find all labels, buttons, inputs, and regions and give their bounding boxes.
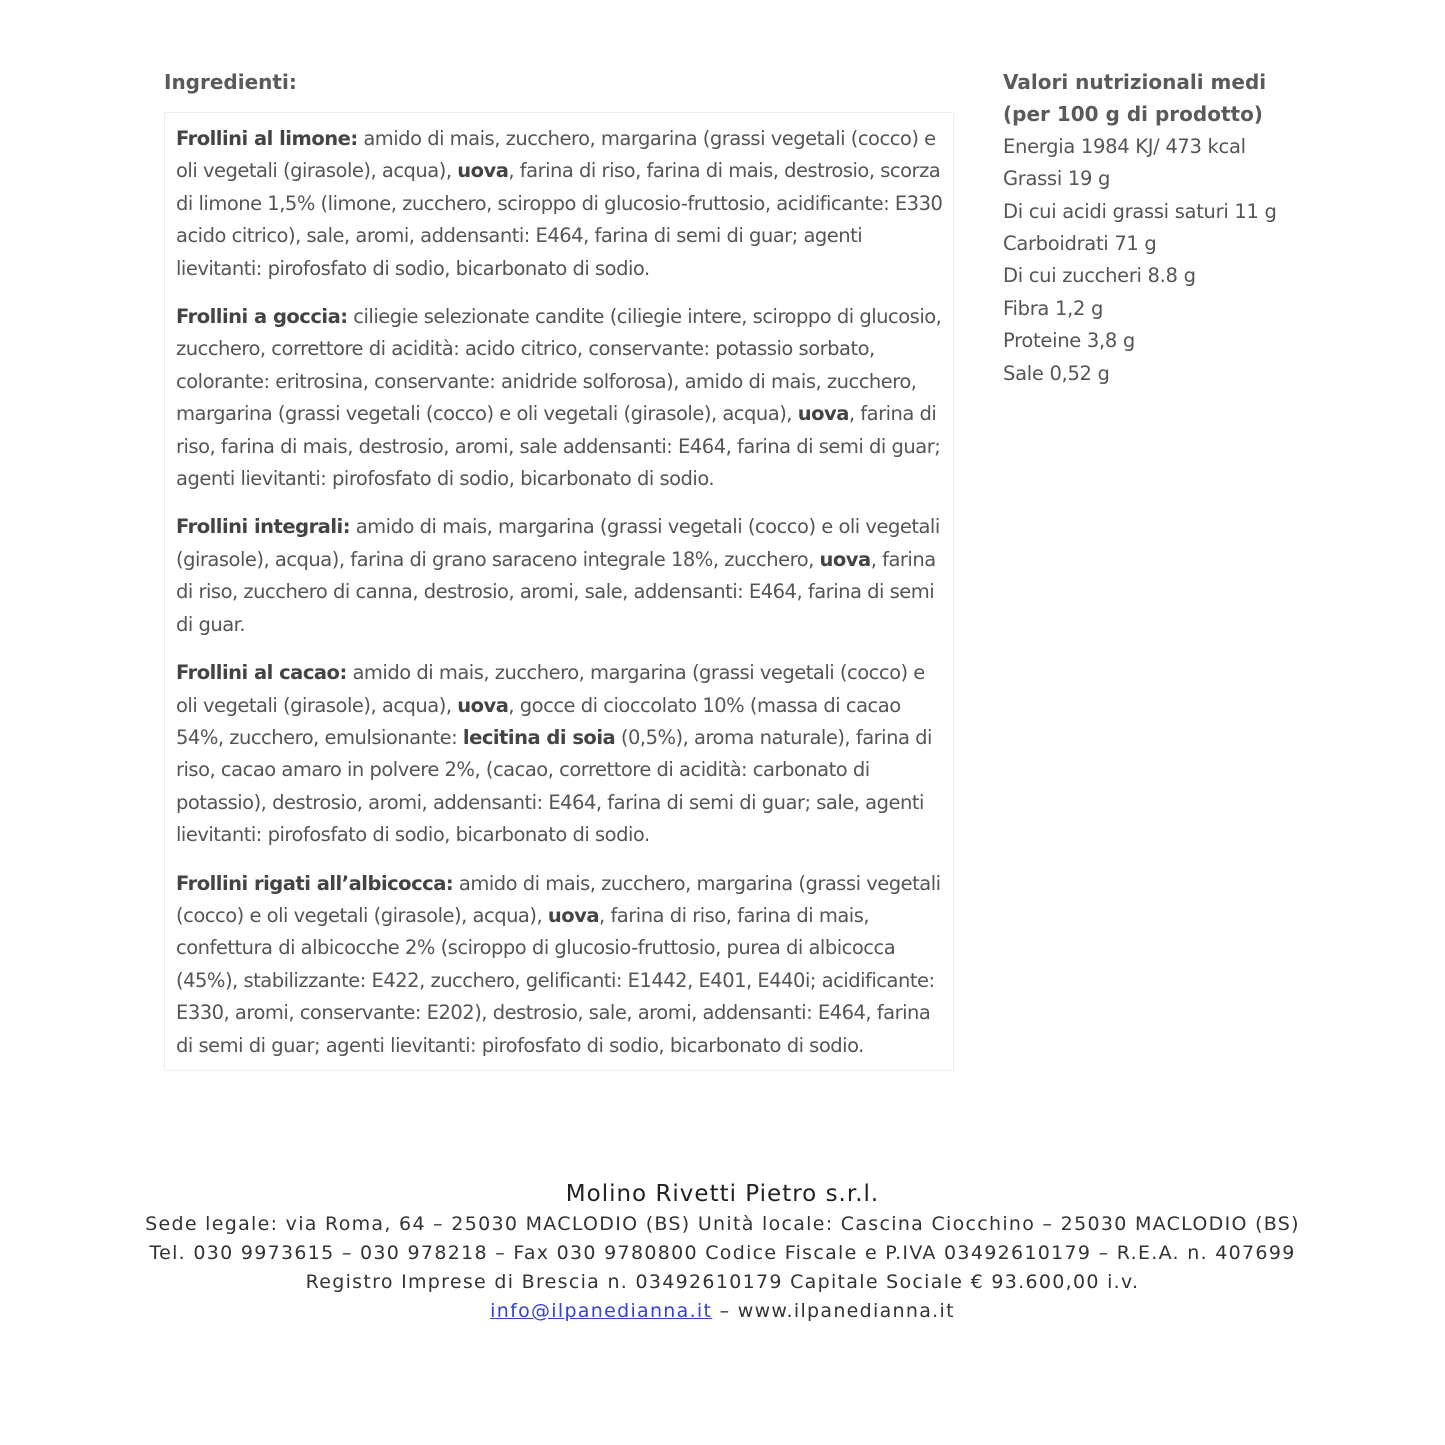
ingredient-product-name: Frollini al limone:: [176, 127, 358, 150]
ingredients-heading: Ingredienti:: [164, 70, 297, 94]
allergen-text: uova: [457, 693, 509, 717]
nutrition-row-saturated-fat: Di cui acidi grassi saturi 11 g: [1003, 199, 1277, 223]
ingredient-text: amido di mais, zucchero, margarina (grassi vegetali (cocco) e oli vegetali (girasole), acqua),: [176, 127, 936, 183]
ingredient-paragraph: [176, 301, 943, 495]
website-text: www.ilpanedianna.it: [737, 1300, 955, 1322]
nutrition-row-carbohydrates: Carboidrati 71 g: [1003, 232, 1157, 256]
ingredient-text: , farina di riso, farina di mais, destrosio, aromi, sale addensanti: E464, farina di semi di guar; agenti lievitanti: pirofosfato di sodio, bicarbonato di sodio.: [176, 402, 941, 491]
web-separator: –: [712, 1300, 738, 1322]
nutrition-row-sugars: Di cui zuccheri 8.8 g: [1003, 264, 1196, 288]
ingredient-paragraph: [176, 511, 943, 641]
nutrition-row-fat: Grassi 19 g: [1003, 167, 1111, 191]
ingredient-text: ciliegie selezionate candite (ciliegie intere, sciroppo di glucosio, zucchero, correttore di acidità: acido citrico, conservante: potassio sorbato, colorante: eritrosina, conservante: anidride solforosa), amido di mais, zucchero, margarina (grassi vegetali (cocco) e oli vegetali (girasole), acqua),: [176, 305, 942, 426]
ingredient-text: , farina di riso, farina di mais, destrosio, scorza di limone 1,5% (limone, zucchero, sciroppo di glucosio-fruttosio, acidificante: E330 acido citrico), sale, aromi, addensanti: E464, farina di semi di guar; agenti lievitanti: pirofosfato di sodio, bicarbonato di sodio.: [176, 159, 943, 280]
nutrition-heading-line1: Valori nutrizionali medi: [1003, 70, 1267, 94]
nutrition-row-protein: Proteine 3,8 g: [1003, 329, 1135, 353]
company-footer: [0, 1178, 1445, 1326]
ingredients-box: [164, 112, 954, 1071]
allergen-text: uova: [797, 402, 849, 426]
allergen-text: uova: [547, 903, 600, 927]
allergen-text: lecitina di soia: [462, 725, 616, 749]
ingredient-text: amido di mais, zucchero, margarina (grassi vegetali (cocco) e oli vegetali (girasole), acqua),: [176, 661, 925, 717]
ingredient-product-name: Frollini integrali:: [176, 515, 351, 539]
company-web-line: [0, 1297, 1445, 1326]
ingredient-product-name: Frollini a goccia:: [176, 305, 348, 329]
nutrition-heading-line2: (per 100 g di prodotto): [1003, 102, 1263, 127]
ingredient-paragraph: [176, 123, 943, 285]
ingredient-text: , farina di riso, farina di mais, confettura di albicocche 2% (sciroppo di glucosio-fruttosio, purea di albicocca (45%), stabilizzante: E422, zucchero, gelificanti: E1442, E401, E440i; acidificante: E330, aromi, conservante: E202), destrosio, sale, aromi, addensanti: E464, farina di semi di guar; agenti lievitanti: pirofosfato di sodio, bicarbonato di sodio.: [176, 903, 935, 1057]
ingredients-section: [164, 66, 954, 1071]
allergen-text: uova: [819, 547, 871, 571]
nutrition-row-salt: Sale 0,52 g: [1003, 361, 1110, 385]
nutrition-list: [1003, 131, 1403, 390]
company-contacts: Tel. 030 9973615 – 030 978218 – Fax 030 9780800 Codice Fiscale e P.IVA 03492610179 – R.E.A. n. 407699: [149, 1242, 1296, 1264]
ingredient-text: (0,5%), aroma naturale), farina di riso, cacao amaro in polvere 2%, (cacao, correttore di acidità: carbonato di potassio), destrosio, aromi, addensanti: E464, farina di semi di guar; sale, agenti lievitanti: pirofosfato di sodio, bicarbonato di sodio.: [176, 725, 932, 847]
ingredient-text: , farina di riso, zucchero di canna, destrosio, aromi, sale, addensanti: E464, farina di semi di guar.: [176, 547, 936, 636]
nutrition-row-energy: Energia 1984 KJ/ 473 kcal: [1003, 134, 1246, 158]
ingredient-paragraph: [176, 868, 943, 1062]
ingredient-product-name: Frollini rigati all’albicocca:: [176, 871, 454, 895]
allergen-text: uova: [457, 159, 509, 183]
ingredient-text: amido di mais, zucchero, margarina (grassi vegetali (cocco) e oli vegetali (girasole), acqua),: [176, 871, 941, 927]
company-registry: Registro Imprese di Brescia n. 03492610179 Capitale Sociale € 93.600,00 i.v.: [305, 1271, 1140, 1293]
company-address: Sede legale: via Roma, 64 – 25030 MACLODIO (BS) Unità locale: Cascina Ciocchino – 25030 MACLODIO (BS): [145, 1213, 1300, 1235]
email-link[interactable]: info@ilpanedianna.it: [490, 1300, 713, 1322]
ingredient-paragraph: [176, 657, 943, 851]
nutrition-row-fiber: Fibra 1,2 g: [1003, 296, 1104, 320]
company-name: Molino Rivetti Pietro s.r.l.: [565, 1181, 880, 1207]
nutrition-section: [1003, 66, 1403, 390]
ingredient-product-name: Frollini al cacao:: [176, 661, 347, 685]
ingredient-text: , gocce di cioccolato 10% (massa di cacao 54%, zucchero, emulsionante:: [176, 693, 901, 749]
ingredient-text: amido di mais, margarina (grassi vegetali (cocco) e oli vegetali (girasole), acqua), farina di grano saraceno integrale 18%, zucchero,: [176, 515, 940, 571]
